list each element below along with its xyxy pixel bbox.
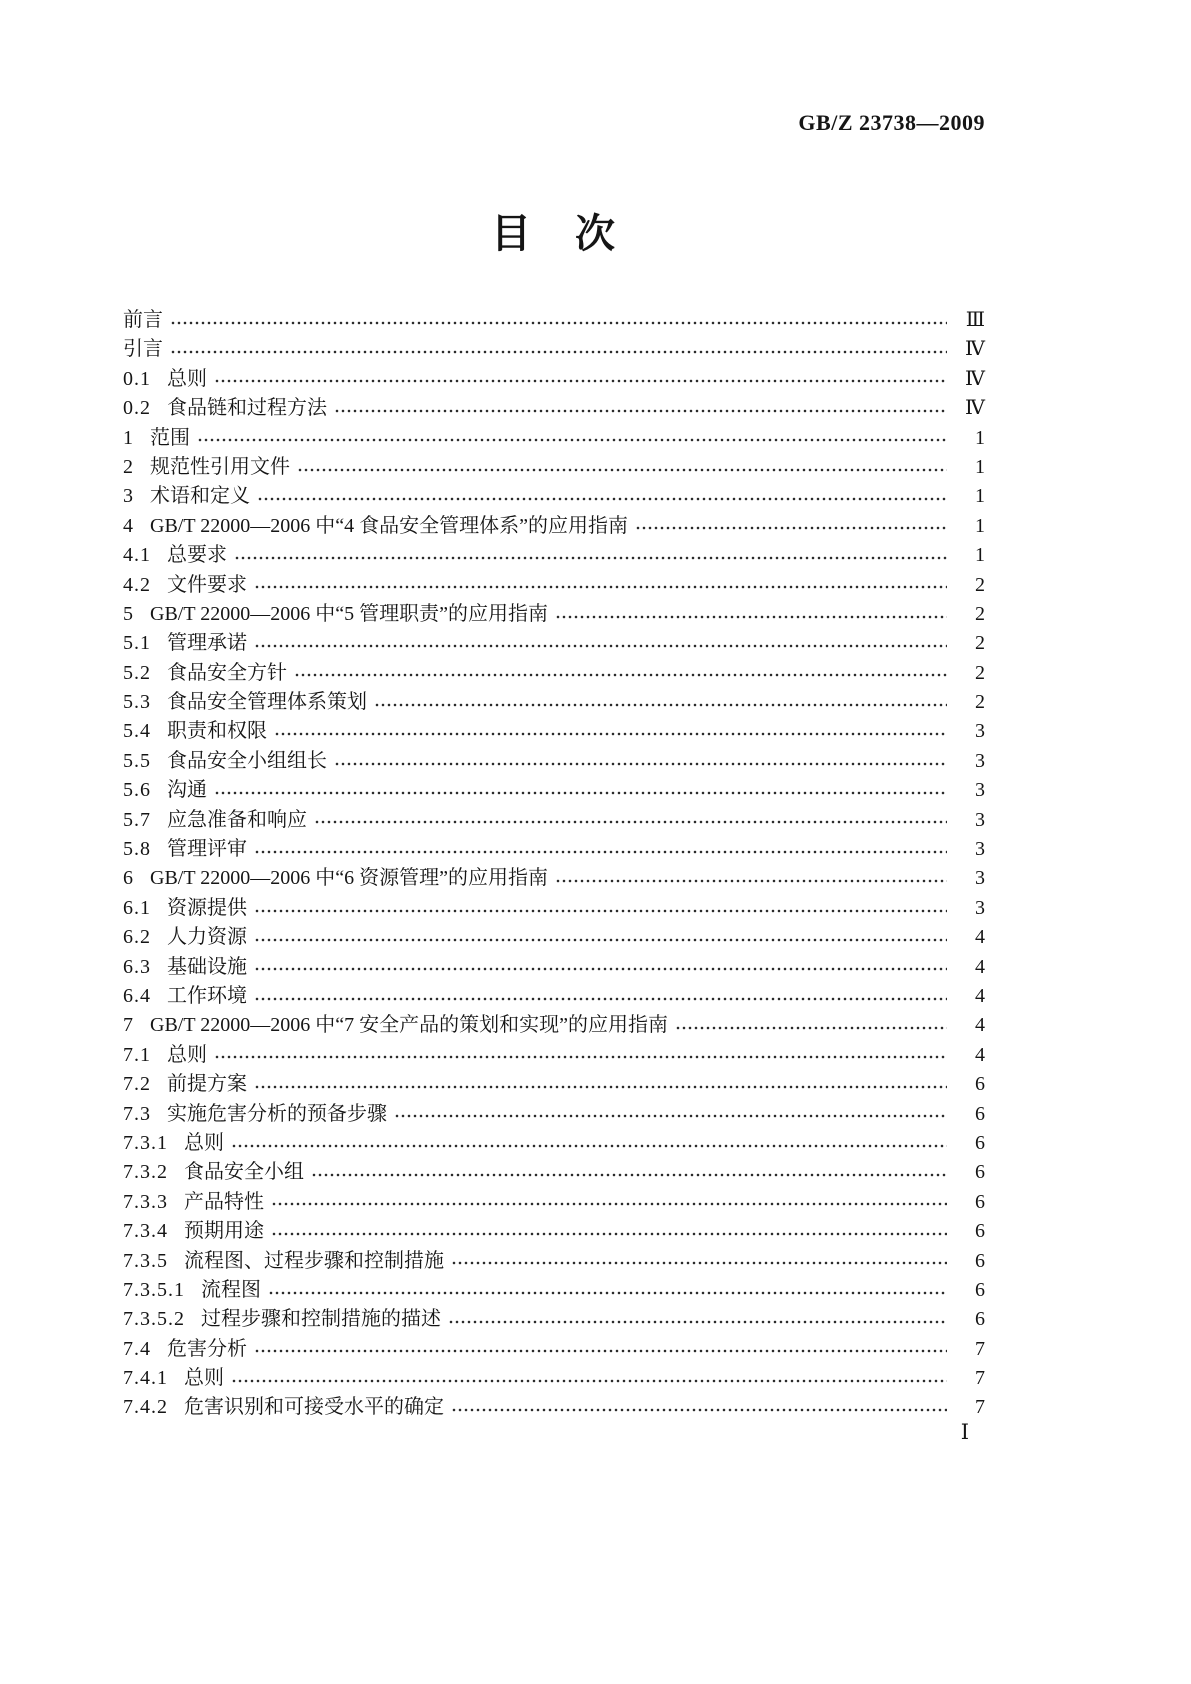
toc-dot-leader [215, 379, 947, 383]
toc-entry-page: 1 [975, 544, 985, 567]
toc-entry [123, 1305, 985, 1334]
toc-entry-number: 0.2 [123, 397, 151, 420]
toc-entry-label: GB/T 22000—2006 中“6 资源管理”的应用指南 [150, 867, 548, 890]
toc-entry-label: 食品安全小组组长 [167, 749, 327, 772]
toc-entry-page: 1 [975, 455, 985, 478]
toc-entry-label: 流程图 [201, 1278, 261, 1301]
toc-entry-page: 2 [975, 691, 985, 714]
toc-dot-leader [452, 1408, 947, 1412]
toc-dot-leader [375, 703, 947, 707]
page-content [123, 0, 985, 1684]
toc-entry-number: 7.4 [123, 1337, 151, 1360]
toc-entry-label: 总要求 [167, 544, 227, 567]
toc-entry [123, 365, 985, 394]
toc-entry-label: 总则 [167, 367, 207, 390]
toc-entry-page: 2 [975, 602, 985, 625]
toc-entry-label: 范围 [150, 426, 190, 449]
toc-entry-label: 过程步骤和控制措施的描述 [201, 1308, 441, 1331]
toc-entry-number: 5.8 [123, 838, 151, 861]
toc-entry [123, 864, 985, 893]
toc-entry-page: 4 [975, 926, 985, 949]
toc-dot-leader [676, 1026, 947, 1030]
toc-dot-leader [395, 1114, 947, 1118]
toc-entry [123, 1335, 985, 1364]
toc-dot-leader [198, 438, 947, 442]
toc-dot-leader [636, 526, 947, 530]
toc-entry [123, 806, 985, 835]
toc-entry-label: 管理评审 [167, 838, 247, 861]
toc-entry-number: 1 [123, 426, 134, 449]
toc-entry-label: 食品安全方针 [167, 661, 287, 684]
toc-entry [123, 1188, 985, 1217]
toc-entry-page: 1 [975, 514, 985, 537]
toc-dot-leader [449, 1320, 947, 1324]
toc-entry-label: 危害分析 [167, 1337, 247, 1360]
toc-entry [123, 1129, 985, 1158]
toc-entry-page: Ⅳ [965, 397, 985, 420]
toc-entry-number: 4.1 [123, 544, 151, 567]
toc-entry-page: 6 [975, 1278, 985, 1301]
toc-entry [123, 688, 985, 717]
toc-entry [123, 1393, 985, 1422]
toc-entry-label: 总则 [184, 1367, 224, 1390]
toc-entry-number: 5 [123, 602, 134, 625]
toc-dot-leader [215, 1055, 947, 1059]
toc-entry-number: 5.3 [123, 691, 151, 714]
toc-entry [123, 424, 985, 453]
toc-entry [123, 776, 985, 805]
toc-dot-leader [171, 350, 947, 354]
toc-entry [123, 1158, 985, 1187]
toc-entry [123, 541, 985, 570]
toc-dot-leader [255, 938, 947, 942]
toc-entry-label: 流程图、过程步骤和控制措施 [184, 1249, 444, 1272]
toc-entry-page: Ⅳ [965, 367, 985, 390]
toc-entry [123, 923, 985, 952]
toc-entry-number: 6.3 [123, 955, 151, 978]
toc-dot-leader [255, 644, 947, 648]
toc-entry-page: 3 [975, 749, 985, 772]
toc-entry-label: 沟通 [167, 779, 207, 802]
toc-entry-number: 4.2 [123, 573, 151, 596]
toc-entry-page: 4 [975, 955, 985, 978]
toc-entry-number: 6.4 [123, 984, 151, 1007]
toc-entry-page: 3 [975, 779, 985, 802]
toc-dot-leader [272, 1202, 947, 1206]
toc-entry [123, 512, 985, 541]
toc-entry-label: 基础设施 [167, 955, 247, 978]
toc-entry-page: 6 [975, 1073, 985, 1096]
toc-entry-label: 人力资源 [167, 926, 247, 949]
toc-entry-page: 7 [975, 1367, 985, 1390]
toc-dot-leader [255, 967, 947, 971]
toc-entry-label: 术语和定义 [150, 485, 250, 508]
toc-dot-leader [255, 850, 947, 854]
toc-entry-page: 4 [975, 1043, 985, 1066]
toc-entry-page: 1 [975, 426, 985, 449]
toc-dot-leader [258, 497, 947, 501]
toc-entry-number: 7.3.1 [123, 1131, 168, 1154]
toc-dot-leader [335, 762, 947, 766]
toc-entry-label: 前提方案 [167, 1073, 247, 1096]
toc-entry-number: 7.3.4 [123, 1220, 168, 1243]
toc-entry-page: Ⅳ [965, 338, 985, 361]
toc-dot-leader [235, 556, 947, 560]
toc-entry-page: 7 [975, 1337, 985, 1360]
toc-dot-leader [232, 1379, 947, 1383]
toc-entry-label: 食品安全小组 [184, 1161, 304, 1184]
toc-dot-leader [452, 1261, 947, 1265]
toc-entry-number: 7 [123, 1014, 134, 1037]
toc-entry-page: 6 [975, 1102, 985, 1125]
toc-entry [123, 600, 985, 629]
toc-entry-page: 3 [975, 808, 985, 831]
toc-entry-page: 4 [975, 1014, 985, 1037]
toc-dot-leader [232, 1144, 947, 1148]
toc-entry-page: 2 [975, 632, 985, 655]
toc-entry-number: 7.3.2 [123, 1161, 168, 1184]
toc-dot-leader [255, 1085, 947, 1089]
toc-entry-number: 7.1 [123, 1043, 151, 1066]
toc-entry-page: 6 [975, 1131, 985, 1154]
toc-dot-leader [315, 820, 947, 824]
toc-entry-number: 7.3 [123, 1102, 151, 1125]
toc-entry-label: 引言 [123, 338, 163, 361]
toc-entry-page: 7 [975, 1396, 985, 1419]
toc-entry-number: 6.1 [123, 896, 151, 919]
footer-page-number: Ⅰ [960, 1420, 969, 1444]
toc-entry-number: 5.5 [123, 749, 151, 772]
toc-entry-number: 2 [123, 455, 134, 478]
toc-entry-number: 7.2 [123, 1073, 151, 1096]
toc-entry [123, 835, 985, 864]
toc-entry-number: 4 [123, 514, 134, 537]
toc-entry-number: 5.7 [123, 808, 151, 831]
toc-entry-label: 前言 [123, 309, 163, 331]
toc-entry-page: 6 [975, 1308, 985, 1331]
toc-entry-number: 7.3.5 [123, 1249, 168, 1272]
toc-entry [123, 482, 985, 511]
toc-dot-leader [255, 909, 947, 913]
page-title: 目 次 [491, 211, 617, 256]
toc-dot-leader [556, 879, 947, 883]
toc-entry [123, 747, 985, 776]
toc-entry-label: 工作环境 [167, 984, 247, 1007]
toc-entry [123, 717, 985, 746]
toc-entry [123, 453, 985, 482]
toc-entry [123, 1364, 985, 1393]
toc-entry-number: 3 [123, 485, 134, 508]
toc-dot-leader [298, 468, 947, 472]
toc-entry-page: 6 [975, 1220, 985, 1243]
toc-dot-leader [335, 409, 947, 413]
toc-entry-label: 管理承诺 [167, 632, 247, 655]
toc-dot-leader [171, 321, 947, 325]
toc-entry [123, 306, 985, 335]
toc-dot-leader [269, 1291, 947, 1295]
toc-entry [123, 629, 985, 658]
toc-entry [123, 1041, 985, 1070]
toc-entry [123, 1070, 985, 1099]
toc-entry-page: 3 [975, 896, 985, 919]
toc-entry-page: 6 [975, 1190, 985, 1213]
toc-entry-number: 6.2 [123, 926, 151, 949]
toc-entry-number: 6 [123, 867, 134, 890]
toc-entry-label: 食品安全管理体系策划 [167, 691, 367, 714]
toc-entry-label: 规范性引用文件 [150, 455, 290, 478]
toc-entry-page: 3 [975, 838, 985, 861]
toc-entry-number: 5.4 [123, 720, 151, 743]
toc-entry [123, 894, 985, 923]
toc-entry-page: Ⅲ [965, 309, 985, 331]
toc-dot-leader [255, 585, 947, 589]
toc-entry-label: 危害识别和可接受水平的确定 [184, 1396, 444, 1419]
toc-entry-page: 1 [975, 485, 985, 508]
toc-entry-label: GB/T 22000—2006 中“4 食品安全管理体系”的应用指南 [150, 514, 628, 537]
toc-entry-label: 预期用途 [184, 1220, 264, 1243]
toc-entry-number: 7.3.3 [123, 1190, 168, 1213]
toc-entry [123, 1011, 985, 1040]
toc-entry-label: 职责和权限 [167, 720, 267, 743]
toc-entry [123, 571, 985, 600]
toc-dot-leader [556, 615, 947, 619]
toc-entry-number: 5.1 [123, 632, 151, 655]
toc-entry-label: 食品链和过程方法 [167, 397, 327, 420]
toc-entry [123, 1276, 985, 1305]
toc-entry [123, 1247, 985, 1276]
toc-entry [123, 1217, 985, 1246]
toc-entry-label: GB/T 22000—2006 中“5 管理职责”的应用指南 [150, 602, 548, 625]
toc-list [123, 306, 985, 1423]
toc-entry-number: 7.4.1 [123, 1367, 168, 1390]
toc-dot-leader [272, 1232, 947, 1236]
toc-entry-page: 2 [975, 661, 985, 684]
toc-entry [123, 953, 985, 982]
toc-entry-page: 6 [975, 1161, 985, 1184]
toc-entry [123, 335, 985, 364]
toc-entry-number: 0.1 [123, 367, 151, 390]
toc-entry-label: 实施危害分析的预备步骤 [167, 1102, 387, 1125]
toc-entry-label: 产品特性 [184, 1190, 264, 1213]
toc-dot-leader [215, 791, 947, 795]
toc-entry [123, 659, 985, 688]
toc-entry-label: GB/T 22000—2006 中“7 安全产品的策划和实现”的应用指南 [150, 1014, 668, 1037]
toc-entry [123, 1100, 985, 1129]
toc-entry-label: 文件要求 [167, 573, 247, 596]
toc-entry-number: 7.3.5.2 [123, 1308, 185, 1331]
toc-dot-leader [295, 673, 947, 677]
toc-entry-page: 6 [975, 1249, 985, 1272]
toc-entry-page: 3 [975, 867, 985, 890]
toc-entry-label: 应急准备和响应 [167, 808, 307, 831]
toc-dot-leader [312, 1173, 947, 1177]
toc-dot-leader [275, 732, 947, 736]
standard-number: GB/Z 23738—2009 [798, 110, 985, 135]
toc-entry-number: 5.2 [123, 661, 151, 684]
toc-entry-page: 4 [975, 984, 985, 1007]
toc-entry-number: 5.6 [123, 779, 151, 802]
toc-entry [123, 394, 985, 423]
toc-entry-number: 7.3.5.1 [123, 1278, 185, 1301]
toc-entry-label: 总则 [184, 1131, 224, 1154]
toc-entry-number: 7.4.2 [123, 1396, 168, 1419]
toc-entry-page: 3 [975, 720, 985, 743]
toc-dot-leader [255, 1349, 947, 1353]
toc-entry-page: 2 [975, 573, 985, 596]
toc-entry-label: 总则 [167, 1043, 207, 1066]
toc-dot-leader [255, 997, 947, 1001]
toc-entry [123, 982, 985, 1011]
toc-entry-label: 资源提供 [167, 896, 247, 919]
